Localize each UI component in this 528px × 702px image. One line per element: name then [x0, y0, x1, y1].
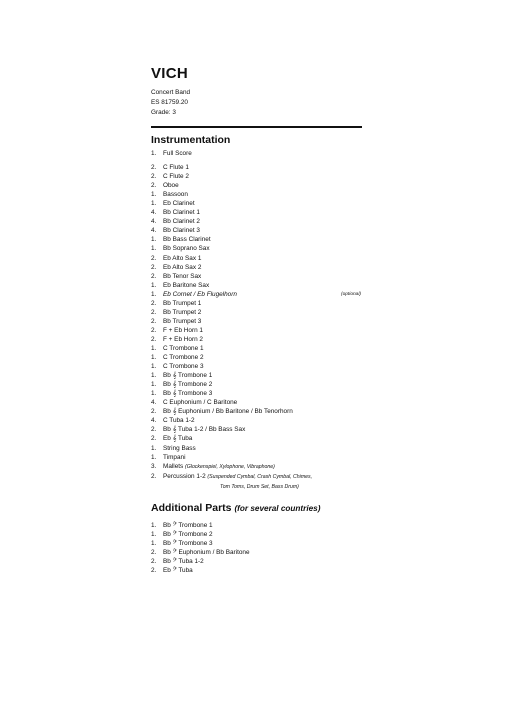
part-name	[163, 539, 363, 548]
list-item	[151, 181, 363, 190]
part-name-text: C Flute 2	[163, 173, 189, 181]
part-count: 1.	[151, 191, 157, 199]
part-name	[163, 281, 363, 290]
part-name-text: C Trombone 1	[163, 344, 204, 352]
part-name	[163, 181, 363, 190]
part-count: 2.	[151, 299, 157, 307]
part-name-text: Bb Trumpet 1	[163, 299, 202, 307]
part-name-text: Eb Baritone Sax	[163, 281, 210, 289]
list-item	[151, 272, 363, 281]
list-item	[151, 453, 363, 462]
part-detail: Tom Toms, Drum Set, Bass Drum)	[220, 483, 299, 490]
part-count: 1.	[151, 281, 157, 289]
part-name	[163, 308, 363, 317]
part-count: 1.	[151, 521, 157, 529]
list-item	[151, 398, 363, 407]
list-item	[151, 434, 363, 443]
part-count: 2.	[151, 173, 157, 181]
part-name-text: Bb 𝄢 Trombone 2	[163, 530, 213, 538]
list-item	[151, 416, 363, 425]
part-name	[163, 389, 363, 398]
part-name	[163, 566, 363, 575]
list-item	[151, 407, 363, 416]
list-item	[151, 462, 363, 472]
part-name-text: C Tuba 1-2	[163, 417, 195, 425]
additional-parts-heading	[151, 502, 363, 515]
part-detail: (Glockenspiel, Xylophone, Vibraphone)	[185, 463, 275, 470]
list-item	[151, 482, 363, 492]
list-item	[151, 389, 363, 398]
part-name-text: Percussion 1-2	[163, 472, 206, 480]
grade-level: Grade: 3	[151, 109, 176, 116]
part-count: 1.	[151, 290, 157, 298]
part-count: 1.	[151, 150, 157, 157]
part-count: 1.	[151, 363, 157, 371]
list-item	[151, 208, 363, 217]
list-item	[151, 566, 363, 575]
part-name	[163, 335, 363, 344]
part-count: 2.	[151, 435, 157, 443]
part-name	[163, 235, 363, 244]
list-item	[151, 362, 363, 371]
part-name	[163, 407, 363, 416]
part-name-text: C Trombone 3	[163, 363, 204, 371]
part-name	[163, 254, 363, 263]
list-item	[151, 226, 363, 235]
part-name	[163, 398, 363, 407]
part-name-text: Bb Clarinet 1	[163, 209, 200, 217]
part-count: 1.	[151, 453, 157, 461]
part-name	[163, 472, 363, 482]
ensemble-type: Concert Band	[151, 89, 191, 96]
list-item	[151, 190, 363, 199]
part-name-text: Bb Clarinet 3	[163, 227, 200, 235]
part-count: 1.	[151, 245, 157, 253]
part-count: 1.	[151, 390, 157, 398]
part-count: 1.	[151, 444, 157, 452]
part-name-text: Bb Clarinet 2	[163, 218, 200, 226]
part-count: 1.	[151, 200, 157, 208]
part-name-text: Eb Clarinet	[163, 200, 195, 208]
part-name-text: Mallets	[163, 462, 184, 470]
list-item	[151, 557, 363, 566]
list-item	[151, 472, 363, 482]
list-item	[151, 317, 363, 326]
part-name	[163, 226, 363, 235]
part-name-text: Bassoon	[163, 191, 188, 199]
part-name-text: Bb 𝄞 Euphonium / Bb Baritone / Bb Tenorhorn	[163, 408, 293, 416]
optional-note: (optional)	[341, 291, 361, 297]
part-name-text: F + Eb Horn 2	[163, 335, 203, 343]
part-name	[163, 163, 363, 172]
part-name	[163, 380, 363, 389]
part-name	[163, 244, 363, 253]
part-name-text: Bb Trumpet 2	[163, 308, 202, 316]
list-item	[151, 444, 363, 453]
additional-parts-title: Additional Parts	[151, 501, 232, 514]
part-name	[163, 172, 363, 181]
list-item	[151, 235, 363, 244]
part-name	[163, 548, 363, 557]
part-count: 2.	[151, 408, 157, 416]
additional-parts-list	[151, 518, 363, 575]
part-name	[163, 199, 363, 208]
list-item	[151, 263, 363, 272]
part-count: 2.	[151, 308, 157, 316]
list-item	[151, 149, 363, 158]
list-item	[151, 163, 363, 172]
part-name-text: Bb Trumpet 3	[163, 317, 202, 325]
part-name	[163, 444, 363, 453]
instrumentation-list	[151, 149, 363, 492]
part-name	[163, 521, 363, 530]
part-name-text: Bb 𝄞 Trombone 3	[163, 390, 213, 398]
list-item	[151, 344, 363, 353]
part-name-text: Bb Tenor Sax	[163, 272, 202, 280]
part-count: 3.	[151, 462, 157, 470]
part-name	[163, 530, 363, 539]
part-name-text: Bb 𝄢 Tuba 1-2	[163, 557, 204, 565]
part-count: 2.	[151, 272, 157, 280]
list-item	[151, 371, 363, 380]
part-name	[163, 371, 363, 380]
part-name	[220, 482, 363, 492]
list-item	[151, 530, 363, 539]
list-item	[151, 326, 363, 335]
list-item	[151, 308, 363, 317]
part-count: 2.	[151, 557, 157, 565]
list-item	[151, 172, 363, 181]
part-count: 2.	[151, 472, 157, 480]
list-item	[151, 281, 363, 290]
part-count: 1.	[151, 381, 157, 389]
part-count: 4.	[151, 417, 157, 425]
part-count: 2.	[151, 548, 157, 556]
list-item	[151, 217, 363, 226]
part-name-text: Bb 𝄞 Trombone 1	[163, 372, 213, 380]
part-count: 4.	[151, 209, 157, 217]
list-item	[151, 290, 363, 299]
part-count: 2.	[151, 254, 157, 262]
part-count: 2.	[151, 182, 157, 190]
part-name	[163, 299, 363, 308]
part-count: 1.	[151, 539, 157, 547]
part-name	[163, 453, 363, 462]
part-name-text: C Euphonium / C Baritone	[163, 399, 238, 407]
part-name	[163, 317, 363, 326]
part-detail: (Suspended Cymbal, Crash Cymbal, Chimes,	[207, 473, 313, 480]
part-name	[163, 263, 363, 272]
part-name	[163, 353, 363, 362]
part-name-text: Bb Soprano Sax	[163, 245, 210, 253]
part-count: 2.	[151, 426, 157, 434]
divider-rule	[151, 126, 362, 128]
part-name-text: F + Eb Horn 1	[163, 326, 203, 334]
part-count	[208, 482, 220, 492]
list-item	[151, 244, 363, 253]
part-name-text: Bb 𝄢 Trombone 1	[163, 521, 213, 529]
part-name-text: Full Score	[163, 150, 192, 157]
part-count: 4.	[151, 227, 157, 235]
list-item	[151, 199, 363, 208]
part-count: 2.	[151, 164, 157, 172]
part-name	[163, 272, 363, 281]
list-item	[151, 521, 363, 530]
part-count: 1.	[151, 354, 157, 362]
part-count: 2.	[151, 335, 157, 343]
list-item	[151, 548, 363, 557]
part-name-text: String Bass	[163, 444, 196, 452]
part-name	[163, 217, 363, 226]
part-name-text: Eb Alto Sax 1	[163, 254, 202, 262]
part-name-text: Eb 𝄢 Tuba	[163, 566, 193, 574]
list-item	[151, 425, 363, 434]
part-name-text: Bb 𝄞 Trombone 2	[163, 381, 213, 389]
part-name-text: Bb 𝄢 Trombone 3	[163, 539, 213, 547]
part-name-text: C Flute 1	[163, 164, 189, 172]
part-name	[163, 362, 363, 371]
part-name	[163, 425, 363, 434]
part-name-text: Bb Bass Clarinet	[163, 236, 211, 244]
list-item	[151, 353, 363, 362]
part-count: 1.	[151, 530, 157, 538]
part-name-text: Timpani	[163, 453, 186, 461]
piece-title: VICH	[151, 65, 189, 82]
part-count: 1.	[151, 344, 157, 352]
part-name	[163, 462, 363, 472]
part-name	[163, 326, 363, 335]
part-count: 2.	[151, 566, 157, 574]
part-name-text: C Trombone 2	[163, 354, 204, 362]
part-count: 1.	[151, 372, 157, 380]
part-name	[163, 557, 363, 566]
part-name	[163, 208, 363, 217]
part-name	[163, 416, 363, 425]
document-page	[151, 66, 363, 575]
part-name-text: Eb 𝄞 Tuba	[163, 435, 193, 443]
instrumentation-heading: Instrumentation	[151, 134, 231, 146]
part-count: 1.	[151, 236, 157, 244]
part-name-text: Eb Cornet / Eb Flugelhorn	[163, 290, 237, 298]
list-item	[151, 254, 363, 263]
part-name	[163, 344, 363, 353]
additional-parts-note: (for several countries)	[234, 503, 321, 513]
catalog-number: ES 81759.20	[151, 99, 188, 106]
part-count: 2.	[151, 263, 157, 271]
part-count: 2.	[151, 317, 157, 325]
part-name-text: Eb Alto Sax 2	[163, 263, 202, 271]
part-count: 4.	[151, 399, 157, 407]
list-item	[151, 380, 363, 389]
part-name-text: Oboe	[163, 182, 179, 190]
part-count: 4.	[151, 218, 157, 226]
part-count: 2.	[151, 326, 157, 334]
part-name-text: Bb 𝄢 Euphonium / Bb Baritone	[163, 548, 250, 556]
list-item	[151, 335, 363, 344]
part-name	[163, 290, 363, 299]
additional-parts-section	[151, 502, 363, 575]
part-name	[163, 434, 363, 443]
part-name-text: Bb 𝄞 Tuba 1-2 / Bb Bass Sax	[163, 426, 246, 434]
part-name	[163, 190, 363, 199]
part-name	[163, 149, 363, 158]
list-item	[151, 539, 363, 548]
list-item	[151, 299, 363, 308]
